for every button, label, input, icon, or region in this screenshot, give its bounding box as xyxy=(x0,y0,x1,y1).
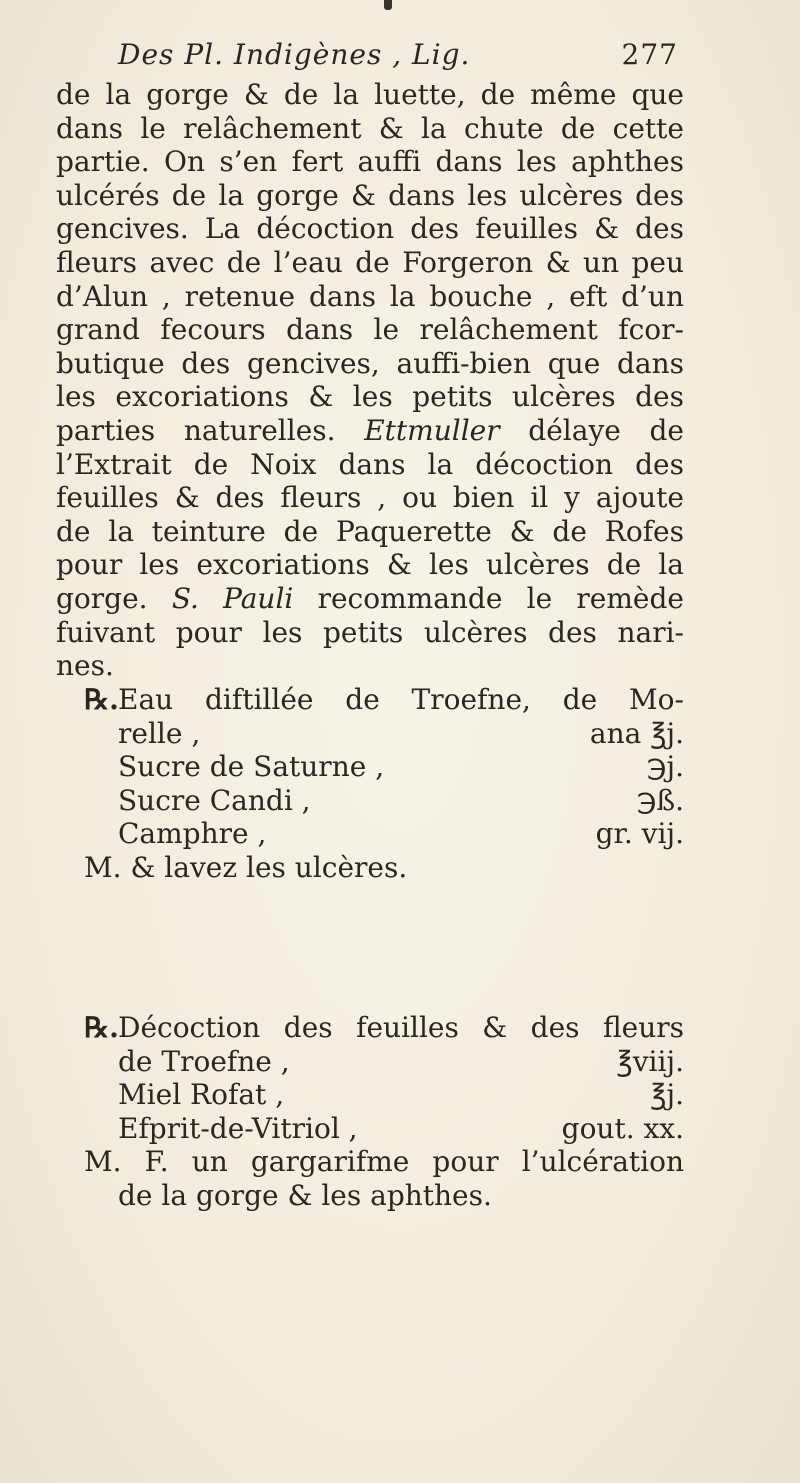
ingredient-quantity: ℈j. xyxy=(646,750,684,784)
ingredient-quantity: gout. xx. xyxy=(561,1111,684,1145)
text-segment: recommande le remède xyxy=(293,581,684,615)
body-text xyxy=(56,78,684,683)
ingredient-line xyxy=(56,784,684,818)
recipe-closing: M. & lavez les ulcères. xyxy=(84,850,408,884)
recipe-1 xyxy=(56,683,684,885)
ingredient-line xyxy=(56,750,684,784)
ingredient-line xyxy=(56,1045,684,1079)
recipe-closing: M. F. un gargarifme pour l’ulcération xyxy=(84,1145,684,1179)
ingredient-name: Camphre , xyxy=(118,817,267,851)
ingredient-name: Sucre Candi , xyxy=(118,783,311,817)
text-line: pour les excoriations & les ulcères de la xyxy=(56,548,684,582)
ingredient-quantity: ana ℥j. xyxy=(589,716,684,750)
recipe-line xyxy=(56,1011,684,1045)
recipe-symbol: ℞. xyxy=(84,1011,119,1044)
ingredient-line xyxy=(56,817,684,851)
recipe-line xyxy=(56,851,684,885)
text-line: feuilles & des fleurs , ou bien il y ajoute xyxy=(56,481,684,515)
text-line: grand fecours dans le relâchement fcor- xyxy=(56,313,684,347)
ingredient-name: de Troefne , xyxy=(118,1044,290,1078)
text-line: les excoriations & les petits ulcères des xyxy=(56,380,684,414)
ingredient-name: Miel Rofat , xyxy=(118,1078,285,1112)
ingredient-name: Efprit-de-Vitriol , xyxy=(118,1111,358,1145)
recipe-line xyxy=(56,1179,684,1213)
ingredient-line xyxy=(56,717,684,751)
text-line: l’Extrait de Noix dans la décoction des xyxy=(56,447,684,481)
ingredient-quantity: gr. vij. xyxy=(595,817,684,851)
recipe-first-line: Décoction des feuilles & des fleurs xyxy=(118,1011,684,1044)
text-line: fleurs avec de l’eau de Forgeron & un peu xyxy=(56,245,684,279)
ingredient-quantity: ℈ß. xyxy=(636,783,684,817)
recipe-closing-tail: de la gorge & les aphthes. xyxy=(118,1178,492,1212)
text-segment: délaye de xyxy=(499,413,684,447)
text-line: fuivant pour les petits ulcères des nari- xyxy=(56,615,684,649)
recipe-2 xyxy=(56,1011,684,1213)
recipe-line xyxy=(56,1145,684,1179)
text-segment: parties naturelles. xyxy=(56,413,365,447)
text-line: gencives. La décoction des feuilles & des xyxy=(56,212,684,246)
ingredient-line xyxy=(56,1078,684,1112)
recipe-first-line: Eau diftillée de Troefne, de Mo- xyxy=(118,683,684,716)
ingredient-name: relle , xyxy=(118,716,201,750)
text-line xyxy=(56,414,684,448)
text-line: butique des gencives, auffi-bien que dans xyxy=(56,346,684,380)
italic-name: S. Pauli xyxy=(171,581,294,615)
text-line xyxy=(56,582,684,616)
ingredient-name: Sucre de Saturne , xyxy=(118,750,385,784)
text-segment: gorge. xyxy=(56,581,172,615)
text-line: de la teinture de Paquerette & de Rofes xyxy=(56,514,684,548)
text-line: ulcérés de la gorge & dans les ulcères des xyxy=(56,178,684,212)
recipe-symbol: ℞. xyxy=(84,683,119,716)
text-line: nes. xyxy=(56,649,114,683)
ink-mark xyxy=(384,0,392,10)
text-line: de la gorge & de la luette, de même que xyxy=(56,78,684,111)
ingredient-quantity: ℥viij. xyxy=(616,1044,684,1078)
running-title: Des Pl. Indigènes , Lig. xyxy=(118,38,471,71)
italic-name: Ettmuller xyxy=(364,413,500,447)
text-line: d’Alun , retenue dans la bouche , eft d’un xyxy=(56,279,684,313)
text-line: dans le relâchement & la chute de cette xyxy=(56,111,684,145)
ingredient-line xyxy=(56,1112,684,1146)
text-line: partie. On s’en fert auffi dans les aphthes xyxy=(56,145,684,179)
ingredient-quantity: ℥j. xyxy=(650,1078,684,1112)
page-number: 277 xyxy=(621,38,678,71)
recipe-line xyxy=(56,683,684,717)
